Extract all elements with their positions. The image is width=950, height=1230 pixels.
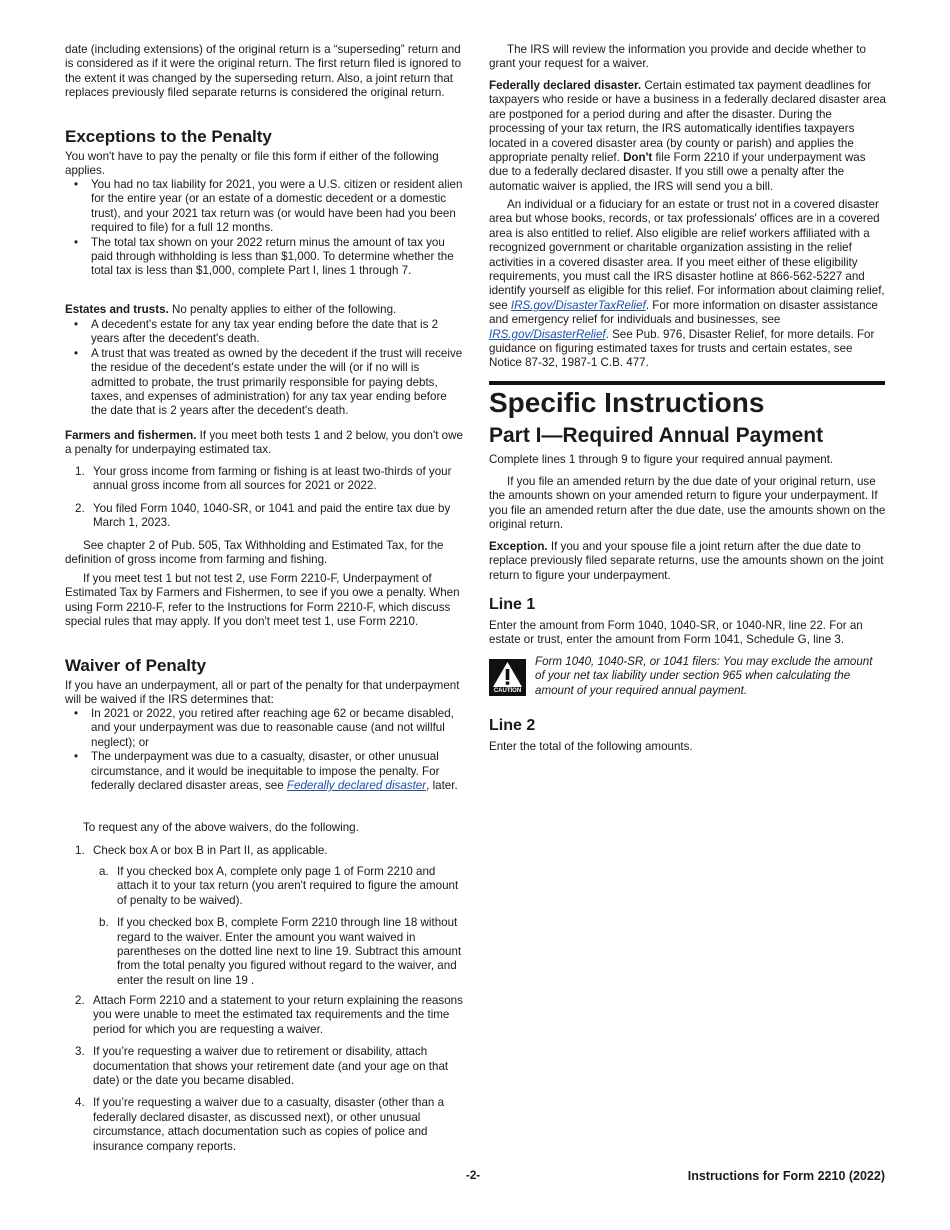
- list-item: [65, 865, 463, 908]
- exceptions-intro: You won't have to pay the penalty or file this form if either of the following applies.: [65, 150, 439, 178]
- disaster-tax-relief-link[interactable]: IRS.gov/DisasterTaxRelief: [510, 298, 646, 312]
- individual-text-3: . See Pub. 976, Disaster Relief, for more details. For guidance on figuring estimated taxes for trusts and certain estates, see Notice 87-32, 1987-1 C.B. 477.: [489, 327, 875, 370]
- part1-heading: Part I—Required Annual Payment: [489, 424, 824, 447]
- list-item: • The total tax shown on your 2022 return minus the amount of tax you paid through withholding is less than $1,000. To determine whether the total tax is less than $1,000, complete Part I, lines 1 through 7.: [65, 236, 463, 279]
- item-text: If you checked box B, complete Form 2210 through line 18 without regard to the waiver. Enter the amount you want waived in parentheses on the dotted line next to line 19. Subtract this amount from the total penalty you figured without regard to the waiver, and enter the result on line 19 .: [117, 916, 462, 987]
- item-number: b.: [99, 916, 109, 930]
- individual-text-2: . For more information on disaster assistance and emergency relief for individuals and businesses, see: [489, 298, 878, 327]
- list-item: [65, 502, 463, 531]
- waiver-substeps: [65, 865, 463, 996]
- estates-label: Estates and trusts.: [65, 303, 169, 316]
- fdd-dont: Don't: [623, 151, 653, 165]
- estates-text: No penalty applies to either of the following.: [168, 303, 397, 316]
- farmers-tests: [65, 465, 463, 539]
- caution-text: Form 1040, 1040-SR, or 1041 filers: You may exclude the amount of your net tax liability under section 965 when calculating the amount of your required annual payment.: [535, 655, 873, 697]
- item-text: Check box A or box B in Part II, as applicable.: [93, 844, 328, 857]
- item-number: 1.: [75, 465, 85, 478]
- item-text: If you’re requesting a waiver due to a casualty, disaster (other than a federally declared disaster, as discussed next), or other unusual circumstance, attach documentation such as copies of police and insurance company reports.: [93, 1096, 445, 1153]
- footer-title: Instructions for Form 2210 (2022): [687, 1169, 885, 1183]
- item-text: Attach Form 2210 and a statement to your return explaining the reasons you were unable to meet the estimated tax requirements and the time period for which you are requesting a waiver.: [93, 994, 463, 1036]
- test1-paragraph: If you meet test 1 but not test 2, use Form 2210-F, Underpayment of Estimated Tax by Farmers and Fishermen, to see if you owe a penalty. When using Form 2210-F, refer to the Instructions for Form 2210-F, which discuss special rules that may apply. If you don't meet test 1, use Form 2210.: [65, 572, 460, 629]
- item-number: a.: [99, 865, 109, 878]
- caution-label: CAUTION: [493, 688, 522, 694]
- individual-text: An individual or a fiduciary for an estate or trust not in a covered disaster area but whose books, records, or tax professionals' offices are in a covered area is also entitled to relief. Also eligible are relief workers affiliated with a recognized government or charitable organization assisting in the relief activities in a covered disaster area. If you meet either of these eligibility requirements, you must call the IRS disaster hotline at 866-562-5227 and identify yourself as eligible for this relief. For information about claiming relief, see: [489, 198, 885, 312]
- list-item: [65, 1045, 463, 1088]
- waiver-steps: [65, 844, 463, 866]
- item-text: If you’re requesting a waiver due to retirement or disability, attach documentation that shows your retirement date (and your age on that date) or the date you became disabled.: [93, 1045, 449, 1088]
- specific-instructions-heading: Specific Instructions: [489, 387, 765, 418]
- list-item: [65, 844, 463, 858]
- item-text: You filed Form 1040, 1040-SR, or 1041 and paid the entire tax due by March 1, 2023.: [93, 501, 451, 530]
- waiver-steps-rest: [65, 994, 463, 1162]
- list-item: [65, 1096, 463, 1154]
- list-item: • You had no tax liability for 2021, you were a U.S. citizen or resident alien for the entire year (or an estate of a domestic decedent or a domestic trust), and your 2021 tax return was (or would have been had you been required to file) for a full 12 months.: [65, 178, 463, 236]
- item-number: 3.: [75, 1045, 85, 1059]
- federally-declared-disaster-link[interactable]: Federally declared disaster: [286, 779, 427, 793]
- farmers-paragraph: [65, 429, 463, 458]
- exception-label: Exception.: [489, 540, 548, 553]
- line2-text: Enter the total of the following amounts.: [489, 740, 693, 753]
- item-text: The underpayment was due to a casualty, disaster, or other unusual circumstance, and it would be inequitable to impose the penalty. For federally declared disaster areas, see: [91, 750, 440, 793]
- estates-paragraph: [65, 303, 463, 317]
- line1-heading: Line 1: [489, 596, 536, 613]
- waiver-heading: Waiver of Penalty: [65, 656, 207, 675]
- exception-paragraph: [489, 540, 887, 583]
- item-number: 2.: [75, 994, 85, 1007]
- exceptions-heading: Exceptions to the Penalty: [65, 127, 272, 146]
- complete-lines-paragraph: Complete lines 1 through 9 to figure your required annual payment.: [489, 453, 834, 466]
- list-item: [65, 750, 463, 793]
- line2-heading: Line 2: [489, 717, 536, 734]
- exception-text: If you and your spouse file a joint return after the due date to replace previously filed separate returns, use the amounts shown on the joint return to figure your underpayment.: [489, 540, 884, 582]
- individual-fiduciary-paragraph: [489, 198, 887, 371]
- list-item: [65, 465, 463, 494]
- see-chapter-paragraph: See chapter 2 of Pub. 505, Tax Withholding and Estimated Tax, for the definition of gross income from farming and fishing.: [65, 539, 444, 567]
- request-intro: To request any of the above waivers, do the following.: [83, 821, 359, 834]
- list-item: • A trust that was treated as owned by the decedent if the trust will receive the residue of the decedent's estate under the will (or if no will is admitted to probate, the trust primarily responsible for paying debts, taxes, and expenses of administration) for any tax year ending before the date that is 2 years after the decedent's death.: [65, 347, 463, 419]
- list-item: • A decedent's estate for any tax year ending before the date that is 2 years after the decedent's death.: [65, 318, 463, 347]
- fdd-text-2: file Form 2210 if your underpayment was due to a federally declared disaster. If you still owe a penalty after the automatic waiver is applied, the IRS will send you a bill.: [489, 151, 866, 193]
- section-divider: [489, 381, 885, 385]
- waiver-list: [65, 707, 463, 793]
- superseding-paragraph: date (including extensions) of the original return is a “superseding” return and is considered as if it were the original return. The first return filed is ignored to the extent it was changed by the superseding return. Also, a joint return that replaces previously filed separate returns is considered the original return.: [65, 43, 462, 100]
- item-text-end: , later.: [426, 779, 458, 793]
- estates-list: [65, 318, 463, 419]
- item-number: 2.: [75, 501, 85, 515]
- irs-review-paragraph: The IRS will review the information you provide and decide whether to grant your request for a waiver.: [489, 43, 866, 71]
- federally-declared-disaster-paragraph: [489, 79, 887, 194]
- farmers-label: Farmers and fishermen.: [65, 429, 197, 442]
- item-text: If you checked box A, complete only page 1 of Form 2210 and attach it to your tax return (you aren't required to figure the amount of penalty to be waived).: [117, 865, 459, 907]
- amended-return-paragraph: If you file an amended return by the due date of your original return, use the amounts shown on your amended return to figure your underpayment. If you file an amended return after the due date, use the amounts shown on the original return.: [489, 475, 886, 532]
- caution-icon: [489, 659, 526, 696]
- list-item: [65, 916, 463, 988]
- item-number: 1.: [75, 844, 85, 857]
- list-item: • In 2021 or 2022, you retired after reaching age 62 or became disabled, and your underpayment was due to reasonable cause (and not willful neglect); or: [65, 707, 463, 750]
- fdd-label: Federally declared disaster.: [489, 79, 642, 92]
- item-text: Your gross income from farming or fishing is at least two-thirds of your annual gross income from all sources for 2021 or 2022.: [93, 465, 452, 493]
- list-item: [65, 994, 463, 1037]
- waiver-intro: If you have an underpayment, all or part of the penalty for that underpayment will be waived if the IRS determines that:: [65, 679, 460, 707]
- item-number: 4.: [75, 1096, 85, 1110]
- fdd-text: Certain estimated tax payment deadlines for taxpayers who reside or have a business in a federally declared disaster area are postponed for a period during and after the disaster. During the processing of your tax return, the IRS automatically identifies taxpayers located in a covered disaster area (by county or parish) and applies the appropriate penalty relief.: [489, 79, 886, 165]
- disaster-relief-link[interactable]: IRS.gov/DisasterRelief: [489, 327, 606, 341]
- line1-text: Enter the amount from Form 1040, 1040-SR, or 1040-NR, line 22. For an estate or trust, enter the amount from Form 1041, Schedule G, line 3.: [489, 619, 863, 647]
- page-number: -2-: [466, 1169, 481, 1182]
- farmers-text: If you meet both tests 1 and 2 below, you don't owe a penalty for underpaying estimated tax.: [65, 429, 463, 457]
- exceptions-list: [65, 178, 463, 279]
